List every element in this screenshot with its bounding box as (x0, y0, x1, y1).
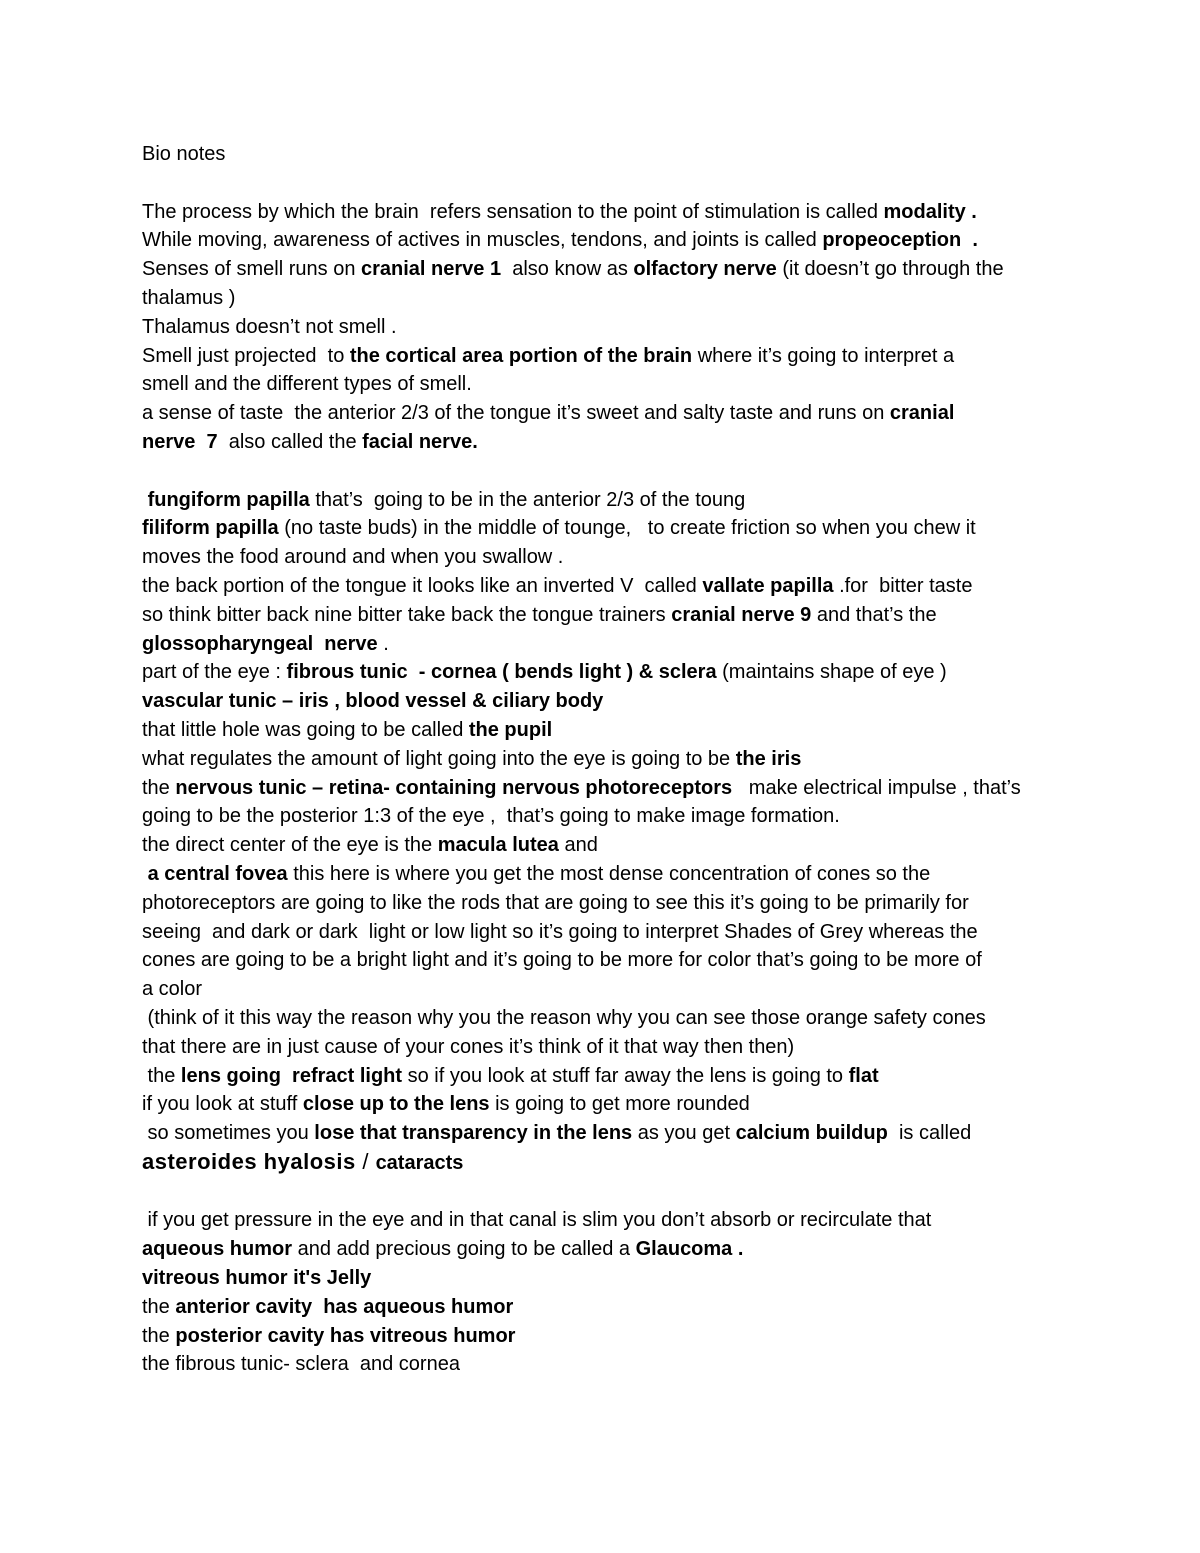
text-line (142, 313, 1072, 342)
text-segment: Senses of smell runs on (142, 258, 361, 281)
text-segment: that there are in just cause of your cones it’s think of it that way then then) (142, 1035, 795, 1058)
text-segment: also know as (501, 258, 634, 281)
text-line (142, 1033, 1072, 1062)
text-segment: the (142, 1324, 176, 1347)
text-line (142, 889, 1072, 918)
blank-line (142, 457, 1072, 486)
text-segment: The process by which the brain refers sensation to the point of stimulation is called (142, 200, 884, 223)
text-line (142, 946, 1072, 975)
text-line (142, 226, 1072, 255)
text-line (142, 514, 1072, 543)
text-line (142, 543, 1072, 572)
bold-text: macula lutea (437, 834, 559, 857)
text-line (142, 1148, 1072, 1178)
bold-text: posterior cavity has vitreous humor (175, 1324, 516, 1347)
text-segment: is called (887, 1122, 972, 1145)
text-line (142, 1235, 1072, 1264)
text-segment: photoreceptors are going to like the rods that are going to see this it’s going to be primarily for (142, 891, 969, 914)
bold-text: anterior cavity (175, 1295, 313, 1318)
text-segment: the back portion of the tongue it looks like an inverted V called (142, 574, 703, 597)
text-line (142, 630, 1072, 659)
text-line (142, 572, 1072, 601)
text-line (142, 975, 1072, 1004)
text-line (142, 486, 1072, 515)
text-line (142, 831, 1072, 860)
bold-text: nerve 7 (142, 430, 218, 453)
text-segment: that little hole was going to be called (142, 718, 469, 741)
text-line (142, 1293, 1072, 1322)
text-line (142, 687, 1072, 716)
text-segment: is going to get more rounded (489, 1093, 750, 1116)
text-segment: a color (142, 978, 203, 1001)
bold-text: olfactory nerve (633, 258, 777, 281)
text-line (142, 342, 1072, 371)
text-segment: and add precious going to be called a (292, 1238, 636, 1261)
text-line (142, 1322, 1072, 1351)
text-segment: seeing and dark or dark light or low light so it’s going to interpret Shades of Grey whereas the (142, 920, 978, 943)
bold-text: glossopharyngeal nerve (142, 632, 378, 655)
text-segment: as you get (632, 1122, 736, 1145)
blank-line (142, 169, 1072, 198)
text-segment: a sense of taste the anterior 2/3 of the tongue it’s sweet and salty taste and runs on (142, 402, 890, 425)
document-page (142, 140, 1072, 1379)
bold-text: the cortical area portion of the brain (349, 344, 693, 367)
text-line (142, 370, 1072, 399)
text-line (142, 1264, 1072, 1293)
text-segment: / (355, 1148, 376, 1174)
text-segment: this here is where you get the most dense concentration of cones so the (287, 862, 931, 885)
text-segment: so if you look at stuff far away the lens is going to (402, 1064, 849, 1087)
text-segment: (it doesn’t go through the (776, 258, 1004, 281)
text-segment: the (142, 776, 176, 799)
bold-text: fungiform papilla (147, 488, 310, 511)
text-segment: (no taste buds) in the middle of tounge, to create friction so when you chew it (278, 517, 976, 540)
text-segment: if you get pressure in the eye and in that canal is slim you don’t absorb or recirculate that (142, 1209, 932, 1232)
bold-text: the iris (735, 747, 802, 770)
text-line (142, 1119, 1072, 1148)
text-segment: make electrical impulse , that’s (732, 776, 1021, 799)
bold-text: the pupil (468, 718, 553, 741)
bold-text: Glaucoma . (635, 1238, 744, 1261)
text-segment: so sometimes you (142, 1122, 315, 1145)
text-segment: the (142, 1295, 176, 1318)
text-line (142, 284, 1072, 313)
text-line (142, 658, 1072, 687)
bold-text: asteroides hyalosis (142, 1148, 356, 1174)
text-segment: moves the food around and when you swallow . (142, 546, 564, 569)
text-segment: (maintains shape of eye ) (716, 661, 947, 684)
text-segment: that’s going to be in the anterior 2/3 of the toung (309, 488, 746, 511)
text-segment: also called the (217, 430, 363, 453)
bold-text: filiform papilla (142, 517, 279, 540)
text-line (142, 716, 1072, 745)
text-segment: Smell just projected to (142, 344, 350, 367)
text-line (142, 1004, 1072, 1033)
bold-text: fibrous tunic - cornea ( bends light ) & sclera (286, 661, 717, 684)
text-line (142, 745, 1072, 774)
text-line (142, 601, 1072, 630)
bold-text: facial nerve. (362, 430, 478, 453)
bold-text: vascular tunic – iris , blood vessel & ciliary body (142, 690, 604, 713)
text-line (142, 255, 1072, 284)
bold-text: vallate papilla (702, 574, 834, 597)
text-line (142, 774, 1072, 803)
text-segment: part of the eye : (142, 661, 287, 684)
text-line (142, 918, 1072, 947)
blank-line (142, 1178, 1072, 1207)
text-segment: While moving, awareness of actives in muscles, tendons, and joints is called (142, 229, 823, 252)
text-segment: .for bitter taste (833, 574, 973, 597)
bold-text: vitreous humor it's Jelly (142, 1267, 372, 1290)
text-segment: and (558, 834, 598, 857)
text-segment: so think bitter back nine bitter take back the tongue trainers (142, 603, 672, 626)
text-segment: smell and the different types of smell. (142, 373, 472, 396)
bold-text: lens going refract light (180, 1064, 403, 1087)
bold-text: cataracts (375, 1151, 464, 1174)
text-line (142, 860, 1072, 889)
text-segment: what regulates the amount of light going into the eye is going to be (142, 747, 736, 770)
text-segment: the direct center of the eye is the (142, 834, 438, 857)
text-line (142, 1062, 1072, 1091)
text-segment: Thalamus doesn’t not smell . (142, 315, 397, 338)
bold-text: cranial nerve 1 (361, 258, 502, 281)
text-line (142, 198, 1072, 227)
text-segment: if you look at stuff (142, 1093, 303, 1116)
text-segment: . (377, 632, 389, 655)
text-segment: and that’s the (811, 603, 937, 626)
text-segment: the fibrous tunic- sclera and cornea (142, 1353, 460, 1376)
text-line (142, 1090, 1072, 1119)
bold-text: aqueous humor (142, 1238, 293, 1261)
text-line (142, 428, 1072, 457)
bold-text: nervous tunic – retina- containing nervous photoreceptors (175, 776, 733, 799)
bold-text: close up to the lens (302, 1093, 490, 1116)
text-segment: thalamus ) (142, 286, 236, 309)
text-line (142, 399, 1072, 428)
bold-text: flat (848, 1064, 879, 1087)
bold-text: modality . (883, 200, 977, 223)
bold-text: calcium buildup (735, 1122, 888, 1145)
text-line (142, 1350, 1072, 1379)
bold-text: lose that transparency in the lens (314, 1122, 633, 1145)
bold-text: propeoception . (822, 229, 978, 252)
bold-text: cranial (889, 402, 955, 425)
text-line (142, 1206, 1072, 1235)
text-segment: going to be the posterior 1:3 of the eye , that’s going to make image formation. (142, 805, 840, 828)
text-segment: cones are going to be a bright light and it’s going to be more for color that’s going to be more of (142, 949, 982, 972)
text-segment: where it’s going to interpret a (692, 344, 955, 367)
bold-text: has aqueous humor (312, 1295, 514, 1318)
bold-text: cranial nerve 9 (671, 603, 812, 626)
text-line (142, 802, 1072, 831)
document-title: Bio notes (142, 143, 226, 165)
text-segment: (think of it this way the reason why you the reason why you can see those orange safety cones (142, 1006, 986, 1029)
text-segment: the (142, 1064, 181, 1087)
document-body (142, 198, 1072, 1380)
bold-text: a central fovea (147, 862, 288, 885)
